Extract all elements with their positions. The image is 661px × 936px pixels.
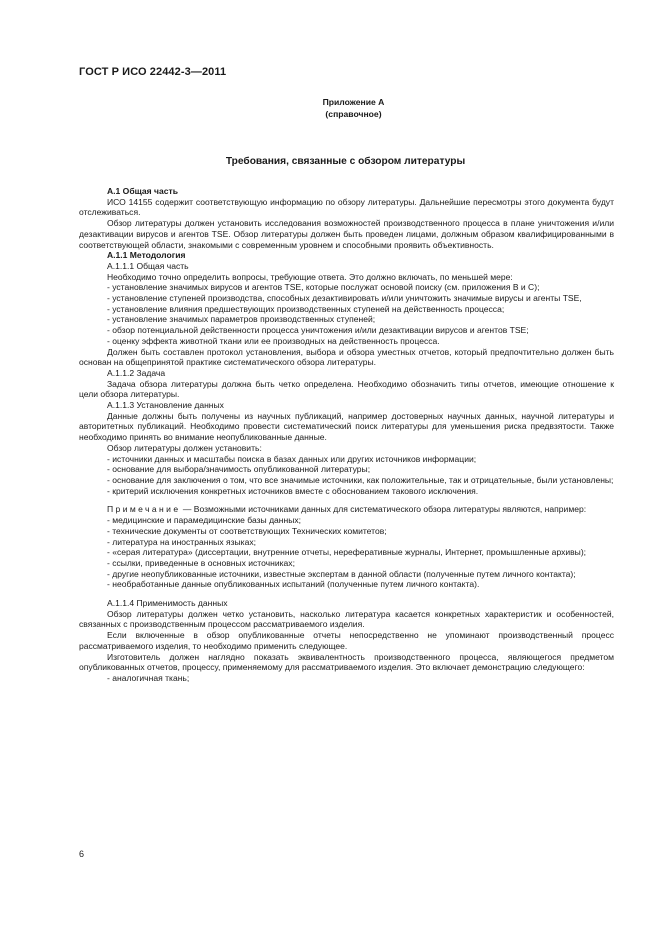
- paragraph: A.1.1.2 Задача: [107, 367, 166, 378]
- appendix-type: (справочное): [325, 109, 382, 119]
- paragraph-gap: [79, 590, 614, 598]
- paragraph-gap: [79, 496, 614, 504]
- paragraph: Данные должны быть получены из научных публикаций, например достоверных научных данных, научной литературы и авторитетных публикаций. Необходимо провести систематический поиск литературы для уменьшения риска предвзятости. Также необходимо принять во внимание неопубликованные данные.: [79, 410, 614, 443]
- section-title: Требования, связанные с обзором литературы: [225, 156, 466, 167]
- paragraph: ИСО 14155 содержит соответствующую информацию по обзору литературы. Дальнейшие пересмотры этого документа будут отслеживаться.: [79, 196, 614, 218]
- paragraph: A.1.1 Методология: [107, 250, 186, 261]
- appendix-name: Приложение А: [322, 97, 385, 107]
- paragraph: Обзор литературы должен установить исследования возможностей производственного процесса в плане уничтожения и/или дезактивации вирусов и агентов TSE. Обзор литературы должен быть проведен лицами, должным образом квалифицированными в соответствующей области, знакомыми с современным уровнем и способными проявить объективность.: [79, 218, 614, 250]
- paragraph: Необходимо точно определить вопросы, требующие ответа. Это должно включать, по меньшей мере:: [107, 271, 513, 282]
- paragraph: A.1.1.3 Установление данных: [107, 400, 224, 411]
- paragraph: A.1 Общая часть: [107, 186, 178, 196]
- body-text: [79, 186, 614, 684]
- paragraph: - технические документы от соответствующих Технических комитетов;: [107, 525, 387, 536]
- paragraph: - оценку эффекта животной ткани или ее производных на действенность процесса.: [107, 335, 440, 346]
- paragraph: A.1.1.1 Общая часть: [107, 260, 189, 271]
- paragraph: - критерий исключения конкретных источников вместе с обоснованием такового исключения.: [107, 485, 479, 496]
- paragraph: - необработанные данные опубликованных испытаний (полученные путем личного контакта).: [107, 579, 480, 590]
- paragraph: - источники данных и масштабы поиска в базах данных или других источников информации;: [107, 453, 477, 464]
- paragraph: Должен быть составлен протокол установления, выбора и обзора уместных отчетов, который предпочтительно должен быть основан на общепринятой практике систематического обзора литературы.: [79, 346, 614, 368]
- paragraph: - установление значимых вирусов и агентов TSE, которые послужат основой поиску (см. приложения В и С);: [107, 282, 540, 293]
- paragraph: Задача обзора литературы должна быть четко определена. Необходимо обозначить типы отчетов, имеющие отношение к цели обзора литературы.: [79, 378, 614, 400]
- paragraph: - медицинские и парамедицинские базы данных;: [107, 515, 302, 526]
- paragraph: - ссылки, приведенные в основных источниках;: [107, 557, 295, 568]
- page-number: 6: [79, 849, 85, 859]
- paragraph: - установление значимых параметров производственных ступеней;: [107, 314, 376, 325]
- paragraph: - установление ступеней производства, способных дезактивировать и/или уничтожить значимые вирусы и агенты TSE,: [107, 293, 582, 304]
- paragraph: - другие неопубликованные источники, известные экспертам в данной области (полученные путем личного контакта);: [107, 568, 576, 579]
- paragraph: Обзор литературы должен установить:: [107, 442, 262, 453]
- paragraph: - обзор потенциальной действенности процесса уничтожения и/или дезактивации вирусов и агентов TSE;: [107, 325, 529, 336]
- document-code: ГОСТ Р ИСО 22442-3—2011: [79, 66, 227, 78]
- paragraph: Если включенные в обзор опубликованные отчеты непосредственно не упоминают производственный процесс рассматриваемого изделия, то необходимо применить следующее.: [79, 630, 614, 651]
- note-label: Примечание: [107, 504, 181, 515]
- note-text: — Возможными источниками данных для систематического обзора литературы являются, например:: [182, 504, 587, 515]
- paragraph: Обзор литературы должен четко установить, насколько литература касается конкретных характеристик и особенностей, связанных с производственным процессом рассматриваемого изделия.: [79, 608, 614, 630]
- paragraph: - литература на иностранных языках;: [107, 536, 256, 547]
- paragraph: - основание для заключения о том, что все значимые источники, как положительные, так и отрицательные, были установлены;: [107, 474, 614, 485]
- paragraph: Изготовитель должен наглядно показать эквивалентность производственного процесса, являющегося предметом опубликованных отчетов, процессу, применяемому для рассматриваемого изделия. Это включает демонстрацию следующего:: [79, 651, 614, 673]
- paragraph: - основание для выбора/значимость опубликованной литературы;: [107, 464, 371, 475]
- paragraph: A.1.1.4 Применимость данных: [107, 598, 228, 609]
- paragraph: - аналогичная ткань;: [107, 672, 190, 683]
- note-paragraph: [79, 504, 614, 515]
- paragraph: - установление влияния предшествующих производственных ступеней на действенность процесса;: [107, 303, 505, 314]
- paragraph: - «серая литература» (диссертации, внутренние отчеты, нереферативные журналы, Интернет, промышленные архивы);: [107, 547, 587, 558]
